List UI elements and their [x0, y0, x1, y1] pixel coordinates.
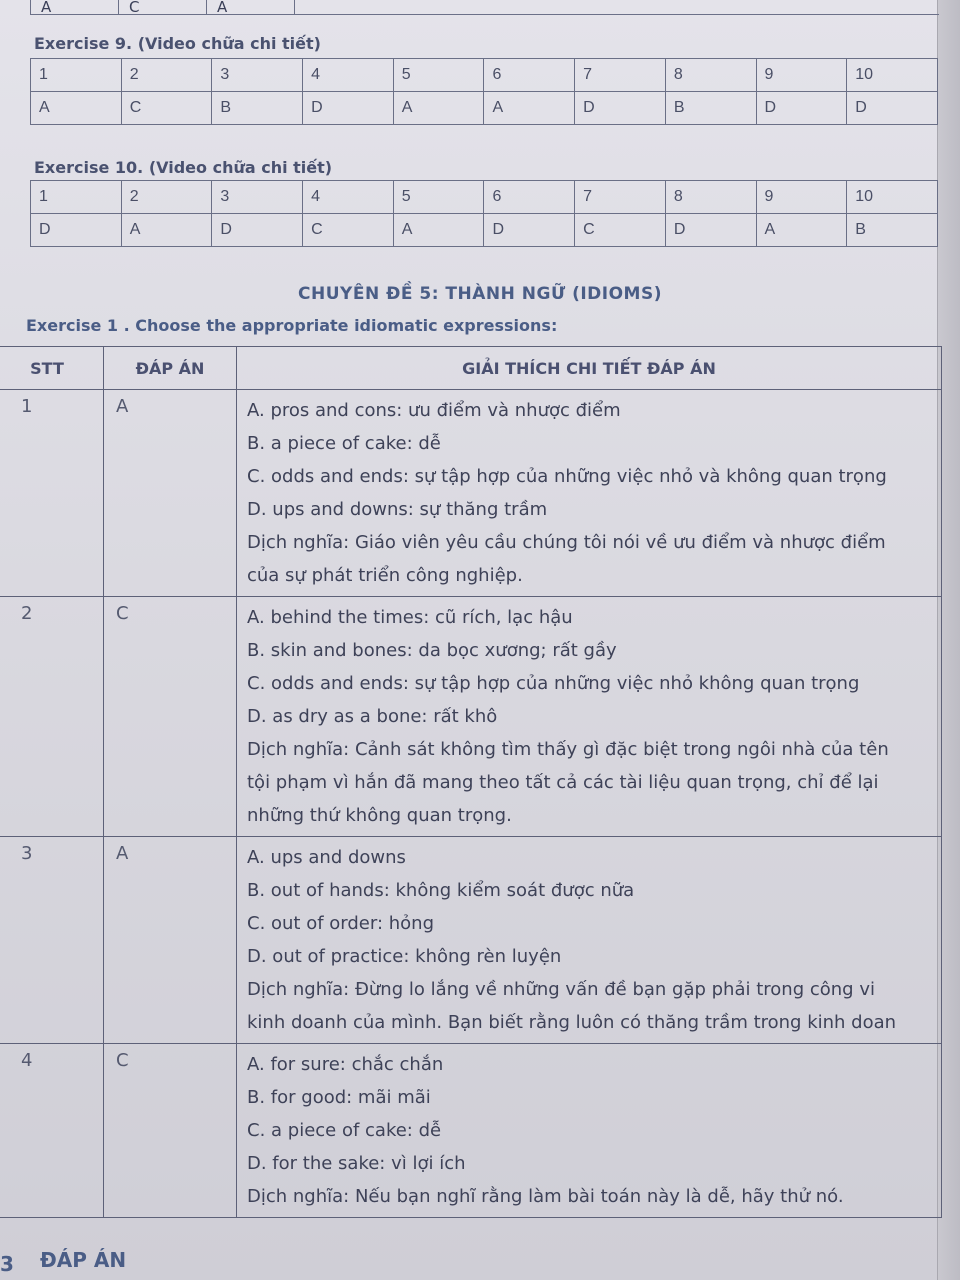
question-number-cell: 4 [303, 59, 394, 92]
explanation-line: D. ups and downs: sự thăng trầm [247, 499, 548, 520]
explanation-line: C. a piece of cake: dễ [247, 1120, 442, 1141]
question-number-cell: 8 [665, 59, 756, 92]
explanation-line: D. as dry as a bone: rất khô [247, 706, 498, 727]
question-number-cell: 8 [665, 181, 756, 214]
answer-cell: C [303, 214, 394, 247]
explanation-line: Dịch nghĩa: Đừng lo lắng về những vấn đề bạn gặp phải trong công vi [247, 979, 875, 1000]
strip-cell: A [207, 0, 295, 14]
explanation-line: tội phạm vì hắn đã mang theo tất cả các tài liệu quan trọng, chỉ để lại [247, 772, 879, 793]
stt-cell: 4 [0, 1044, 104, 1218]
question-number-cell: 10 [847, 181, 938, 214]
exercise9-title: Exercise 9. (Video chữa chi tiết) [34, 34, 321, 53]
explanation-line: Dịch nghĩa: Giáo viên yêu cầu chúng tôi nói về ưu điểm và nhược điểm [247, 532, 886, 553]
table-row [0, 390, 942, 597]
page-side-number: 3 [0, 1252, 14, 1276]
explanation-line: C. out of order: hỏng [247, 913, 435, 934]
explanation-cell [237, 837, 942, 1044]
exercise9-answer-table [30, 58, 938, 125]
exercise10-answer-table [30, 180, 938, 247]
table-row [0, 837, 942, 1044]
idioms-explanation-table [0, 346, 942, 1218]
stt-cell: 2 [0, 597, 104, 837]
answer-cell: D [212, 214, 303, 247]
exercise10-title: Exercise 10. (Video chữa chi tiết) [34, 158, 333, 177]
answer-cell: D [847, 92, 938, 125]
answer-cell: D [484, 214, 575, 247]
explanation-line: A. ups and downs [247, 847, 406, 868]
stt-cell: 1 [0, 390, 104, 597]
answer-cell: C [104, 1044, 237, 1218]
explanation-line: D. out of practice: không rèn luyện [247, 946, 562, 967]
question-number-cell: 2 [121, 59, 212, 92]
header-explanation: GIẢI THÍCH CHI TIẾT ĐÁP ÁN [237, 347, 942, 390]
question-number-cell: 5 [393, 181, 484, 214]
number-row [31, 59, 938, 92]
question-number-cell: 6 [484, 59, 575, 92]
table-header-row [0, 347, 942, 390]
answer-cell: C [121, 92, 212, 125]
explanation-line: B. skin and bones: da bọc xương; rất gầy [247, 640, 617, 661]
answer-cell: A [484, 92, 575, 125]
question-number-cell: 7 [575, 59, 666, 92]
answer-cell: B [847, 214, 938, 247]
answer-cell: C [575, 214, 666, 247]
explanation-line: những thứ không quan trọng. [247, 805, 512, 826]
answer-cell: D [756, 92, 847, 125]
answer-cell: B [665, 92, 756, 125]
answer-cell: D [575, 92, 666, 125]
stt-cell: 3 [0, 837, 104, 1044]
answer-cell: A [104, 390, 237, 597]
answer-row [31, 92, 938, 125]
answer-cell: A [393, 214, 484, 247]
question-number-cell: 7 [575, 181, 666, 214]
answer-cell: A [104, 837, 237, 1044]
explanation-line: C. odds and ends: sự tập hợp của những việc nhỏ không quan trọng [247, 673, 860, 694]
explanation-line: D. for the sake: vì lợi ích [247, 1153, 466, 1174]
answer-cell: D [303, 92, 394, 125]
explanation-line: A. behind the times: cũ rích, lạc hậu [247, 607, 573, 628]
question-number-cell: 9 [756, 181, 847, 214]
table-row [0, 1044, 942, 1218]
explanation-line: B. out of hands: không kiểm soát được nữa [247, 880, 635, 901]
previous-table-strip [30, 0, 939, 15]
question-number-cell: 4 [303, 181, 394, 214]
question-number-cell: 1 [31, 181, 122, 214]
dap-an-heading: ĐÁP ÁN [40, 1248, 127, 1272]
answer-cell: C [104, 597, 237, 837]
strip-cell: A [31, 0, 119, 14]
explanation-cell [237, 390, 942, 597]
answer-cell: B [212, 92, 303, 125]
question-number-cell: 5 [393, 59, 484, 92]
answer-cell: A [31, 92, 122, 125]
section-title: CHUYÊN ĐỀ 5: THÀNH NGỮ (IDIOMS) [298, 284, 662, 304]
question-number-cell: 2 [121, 181, 212, 214]
question-number-cell: 3 [212, 59, 303, 92]
explanation-line: B. for good: mãi mãi [247, 1087, 431, 1108]
number-row [31, 181, 938, 214]
header-stt: STT [0, 347, 104, 390]
answer-cell: A [121, 214, 212, 247]
question-number-cell: 9 [756, 59, 847, 92]
explanation-line: A. pros and cons: ưu điểm và nhược điểm [247, 400, 621, 421]
explanation-cell [237, 1044, 942, 1218]
answer-cell: A [756, 214, 847, 247]
question-number-cell: 10 [847, 59, 938, 92]
answer-cell: D [665, 214, 756, 247]
explanation-line: kinh doanh của mình. Bạn biết rằng luôn có thăng trầm trong kinh doan [247, 1012, 897, 1033]
explanation-line: A. for sure: chắc chắn [247, 1054, 444, 1075]
answer-cell: D [31, 214, 122, 247]
explanation-line: của sự phát triển công nghiệp. [247, 565, 523, 586]
table-row [0, 597, 942, 837]
explanation-cell [237, 597, 942, 837]
header-answer: ĐÁP ÁN [104, 347, 237, 390]
question-number-cell: 3 [212, 181, 303, 214]
explanation-line: Dịch nghĩa: Cảnh sát không tìm thấy gì đặc biệt trong ngôi nhà của tên [247, 739, 889, 760]
explanation-line: B. a piece of cake: dễ [247, 433, 441, 454]
exercise1-title: Exercise 1 . Choose the appropriate idiomatic expressions: [26, 316, 558, 335]
answer-cell: A [393, 92, 484, 125]
explanation-line: C. odds and ends: sự tập hợp của những việc nhỏ và không quan trọng [247, 466, 887, 487]
answer-row [31, 214, 938, 247]
question-number-cell: 6 [484, 181, 575, 214]
question-number-cell: 1 [31, 59, 122, 92]
explanation-line: Dịch nghĩa: Nếu bạn nghĩ rằng làm bài toán này là dễ, hãy thử nó. [247, 1186, 844, 1207]
strip-cell: C [119, 0, 207, 14]
